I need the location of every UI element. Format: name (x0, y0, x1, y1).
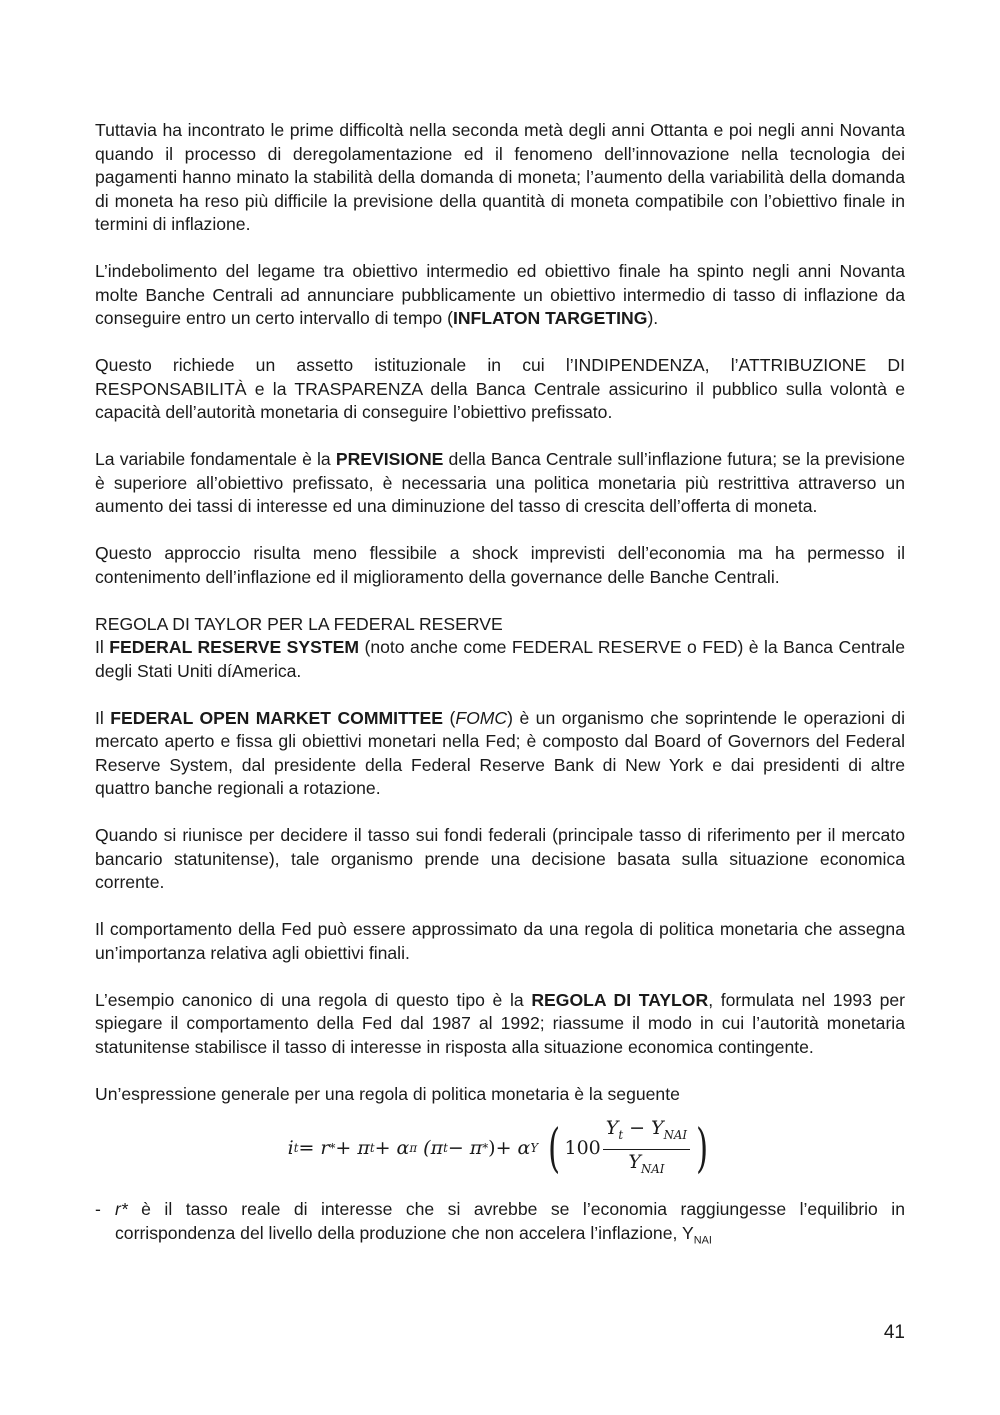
paragraph-federal-reserve: Il FEDERAL RESERVE SYSTEM (noto anche come FEDERAL RESERVE o FED) è la Banca Centrale degli Stati Uniti díAmerica. (95, 637, 905, 681)
paragraph-flexibility: Questo approccio risulta meno flessibile a shock imprevisti dell’economia ma ha permesso il contenimento dell’inflazione ed il miglioramento della governance delle Banche Centrali. (95, 543, 905, 587)
paragraph-inflation-targeting: L’indebolimento del legame tra obiettivo intermedio ed obiettivo finale ha spinto negli anni Novanta molte Banche Centrali ad annunciare pubblicamente un obiettivo intermedio di tasso di inflazione da conseguire entro un certo intervallo di tempo (INFLATON TARGETING). (95, 261, 905, 328)
paragraph-fed-behaviour: Il comportamento della Fed può essere approssimato da una regola di politica monetaria che assegna un’importanza relativa agli obiettivi finali. (95, 919, 905, 963)
paragraph-fomc: Il FEDERAL OPEN MARKET COMMITTEE (FOMC) è un organismo che soprintende le operazioni di mercato aperto e fissa gli obiettivi monetari nella Fed; è composto dal Board of Governors del Federal Reserve System, dal presidente della Federal Reserve Bank di New York e dai presidenti di altre quattro banche regionali a rotazione. (95, 707, 905, 798)
output-gap-fraction: $\frac{Y_t - Y_{NAI}}{Y_{NAI}}$ (603, 1117, 690, 1181)
term-federal-reserve-system: FEDERAL RESERVE SYSTEM (109, 637, 360, 657)
document-body (95, 119, 905, 1253)
taylor-rule-formula: i t = r * + π t + α π (π t − π * ) + α Y ( 100 $\frac{Y_t - Y_{NAI}}{Y_{NAI}}$ ) (287, 1117, 709, 1179)
paragraph-taylor-rule: L’esempio canonico di una regola di questo tipo è la REGOLA DI TAYLOR, formulata nel 1993 per spiegare il comportamento della Fed dal 1987 al 1992; riassume il modo in cui l’autorità monetaria statunitense stabilisce il tasso di interesse in risposta alla situazione economica contingente. (95, 989, 905, 1057)
term-regola-di-taylor: REGOLA DI TAYLOR (531, 989, 709, 1010)
term-previsione: PREVISIONE (335, 449, 444, 469)
section-heading: REGOLA DI TAYLOR PER LA FEDERAL RESERVE (95, 613, 503, 634)
paragraph-general-expression: Un’espressione generale per una regola di politica monetaria è la seguente (95, 1083, 680, 1104)
paragraph-forecast: La variabile fondamentale è la PREVISIONE della Banca Centrale sull’inflazione futura; se la previsione è superiore all’obiettivo prefissato, è necessaria una politica monetaria più restrittiva attraverso un aumento dei tassi di interesse ed una diminuzione del tasso di crescita dell’offerta di moneta. (95, 449, 905, 516)
paragraph-innovation: Tuttavia ha incontrato le prime difficoltà nella seconda metà degli anni Ottanta e poi negli anni Novanta quando il processo di deregolamentazione ed il fenomeno dell’innovazione nella tecnologia dei pagamenti hanno minato la stabilità della domanda di moneta; l’aumento della variabilità della domanda di moneta ha reso più difficile la previsione della quantità di moneta compatibile con l’obiettivo finale in termini di inflazione. (95, 120, 905, 234)
page-number: 41 (883, 1322, 905, 1343)
paragraph-institutional-setup: Questo richiede un assetto istituzionale in cui l’INDIPENDENZA, l’ATTRIBUZIONE DI RESPONSABILITÀ e la TRASPARENZA della Banca Centrale assicurino il pubblico sulla volontà e capacità dell’autorità monetaria di conseguire l’obiettivo prefissato. (95, 355, 905, 422)
term-fomc: FEDERAL OPEN MARKET COMMITTEE (110, 707, 444, 728)
list-item: - r* è il tasso reale di interesse che si avrebbe se l’economia raggiungesse l’equilibrio in corrispondenza del livello della produzione che non accelera l’inflazione, $Y_{NAI}$ (95, 1199, 905, 1247)
paragraph-federal-funds-rate: Quando si riunisce per decidere il tasso sui fondi federali (principale tasso di riferimento per il mercato bancario statunitense), tale organismo prende una decisione basata sulla situazione economica corrente. (95, 825, 905, 892)
term-inflation-targeting: INFLATON TARGETING (452, 308, 648, 328)
